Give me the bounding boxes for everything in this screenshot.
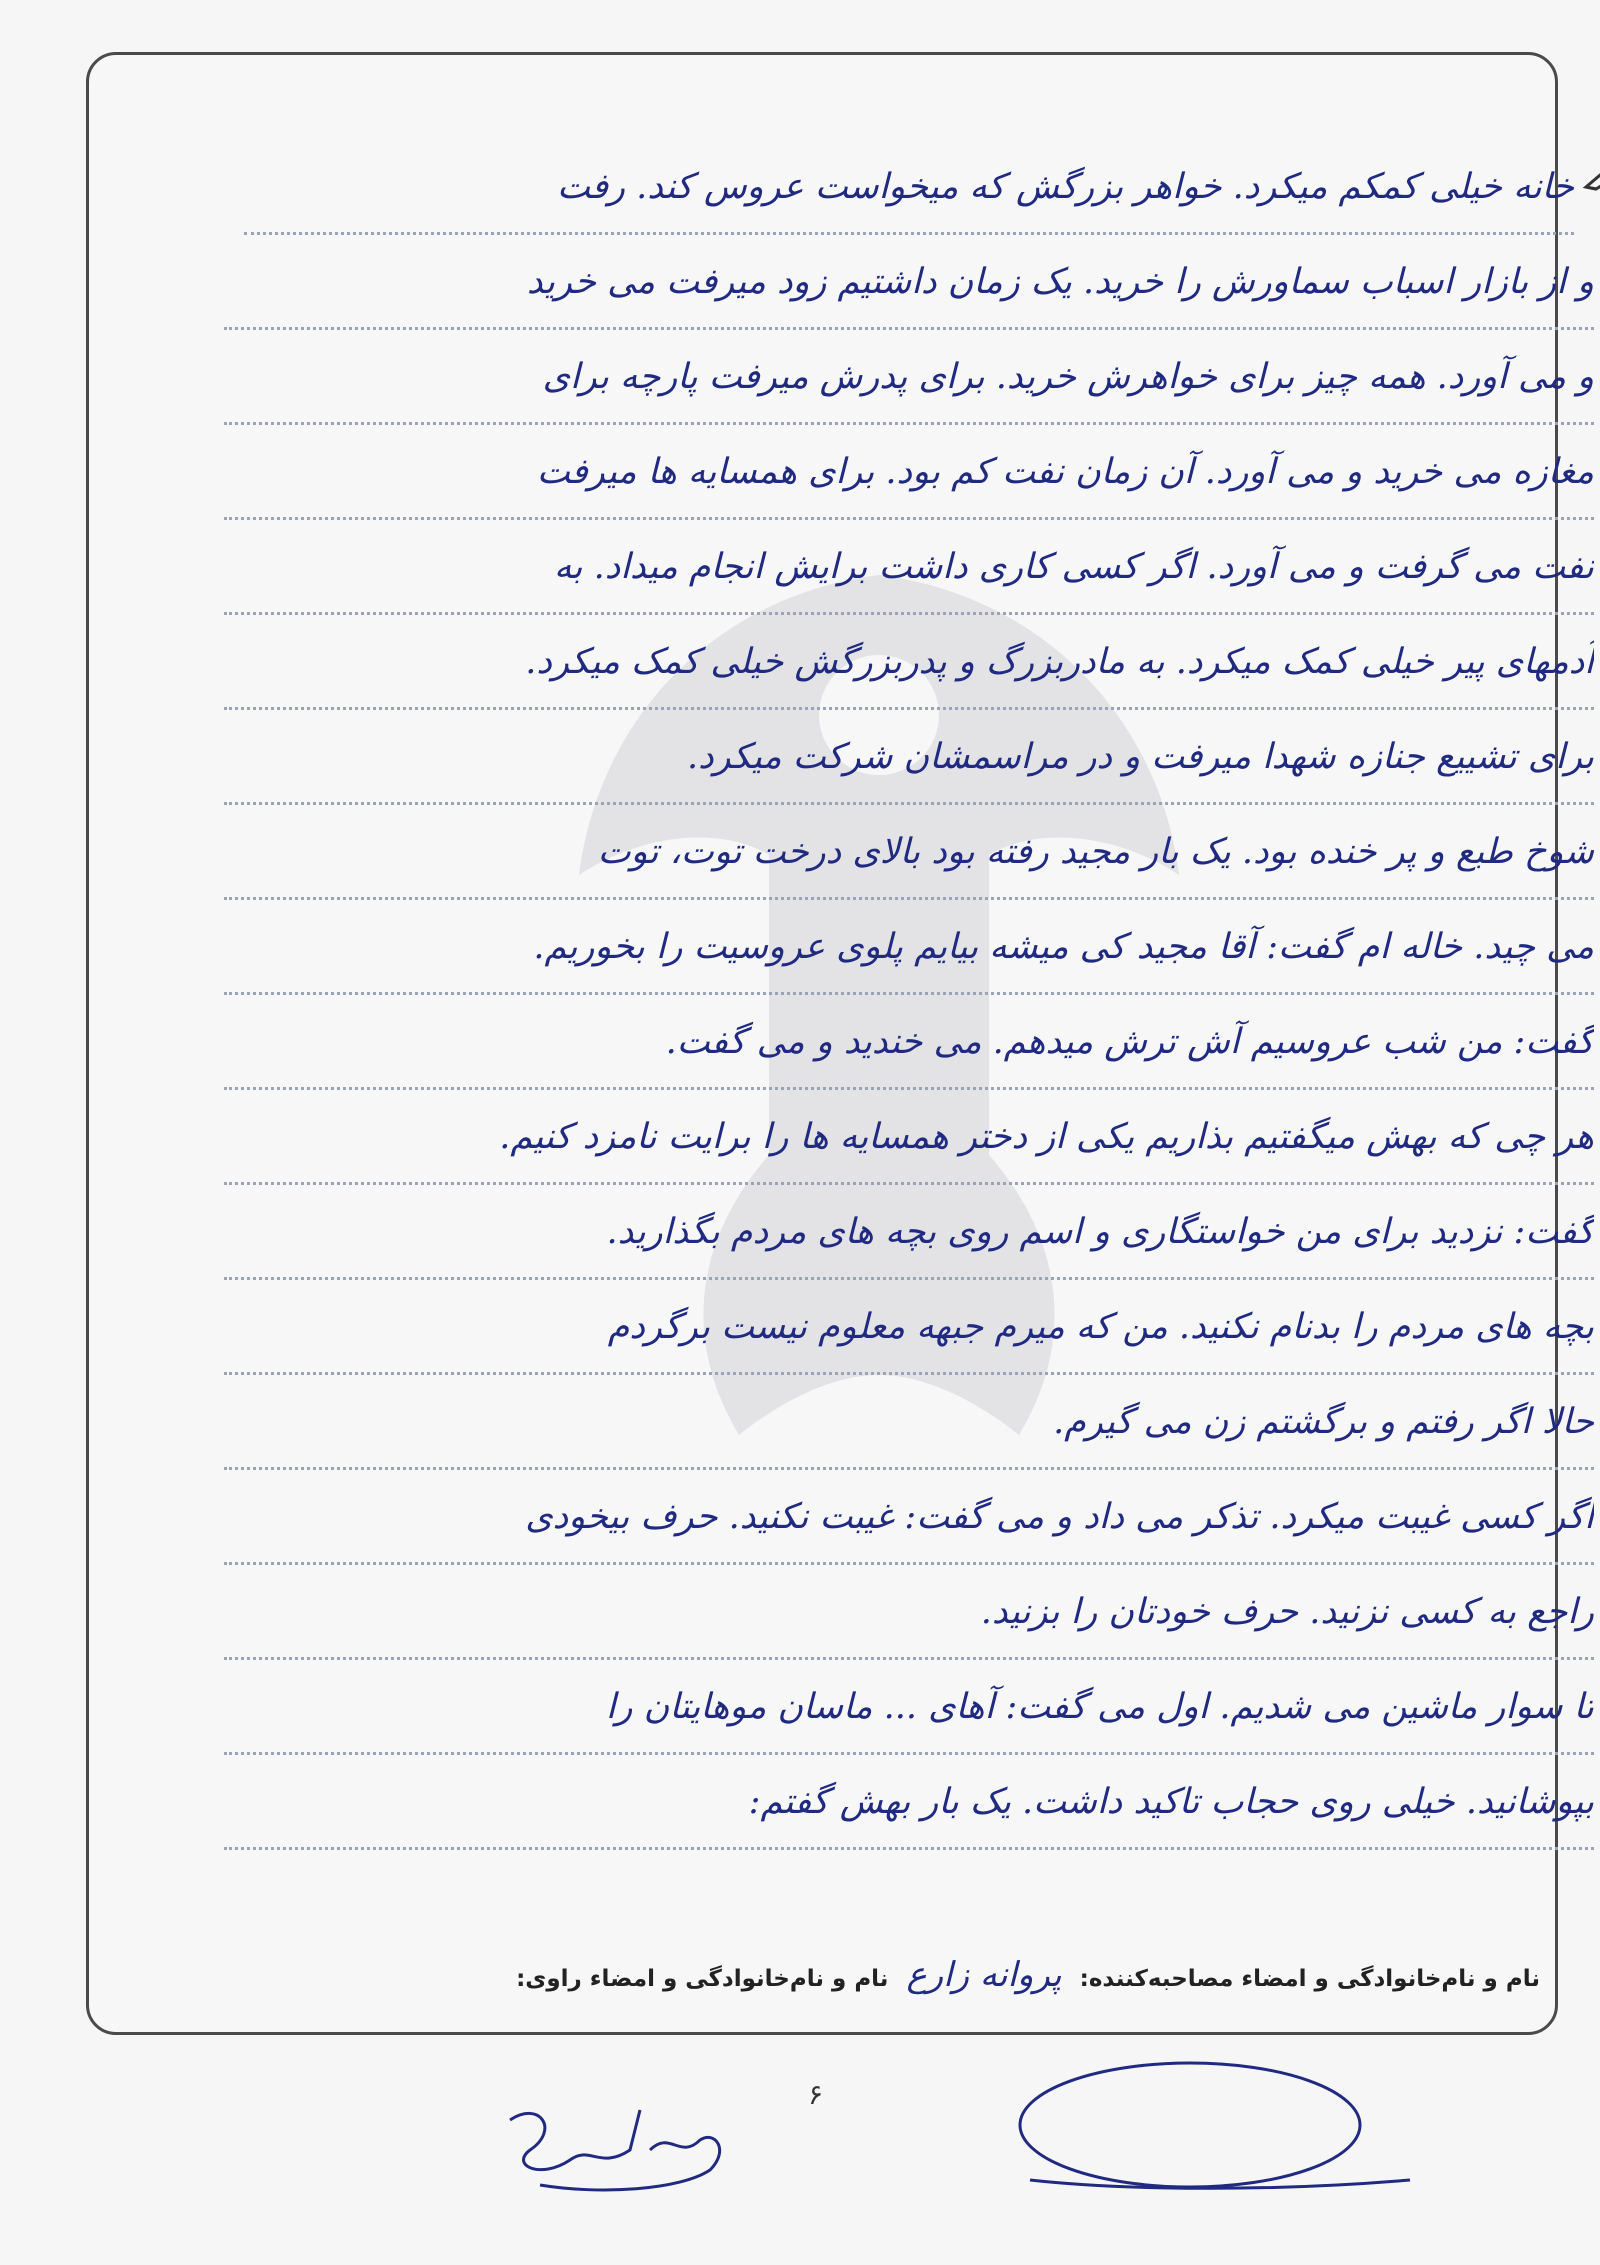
text-line: گفت: من شب عروسیم آش ترش میدهم. می خندید و می گفت.: [224, 1002, 1594, 1090]
narrator-signature: [970, 2050, 1420, 2210]
interviewer-label: نام و نام‌خانوادگی و امضاء مصاحبه‌کننده:: [1079, 1966, 1540, 1992]
text-line: می چید. خاله ام گفت: آقا مجید کی میشه بیایم پلوی عروسیت را بخوریم.: [224, 907, 1594, 995]
page-frame: [86, 52, 1594, 2035]
text-line: شوخ طبع و پر خنده بود. یک بار مجید رفته بود بالای درخت توت، توت: [224, 812, 1594, 900]
interviewer-signature: [480, 2090, 760, 2210]
text-line: مغازه می خرید و می آورد. آن زمان نفت کم بود. برای همسایه ها میرفت: [224, 432, 1594, 520]
pencil-note-icon: [1582, 161, 1600, 191]
interviewer-name: پروانه زارع: [906, 1955, 1062, 1995]
text-line: برای تشییع جنازه شهدا میرفت و در مراسمشان شرکت میکرد.: [224, 717, 1594, 805]
signature-footer: [100, 1955, 1540, 2025]
text-line: گفت: نزدید برای من خواستگاری و اسم روی بچه های مردم بگذارید.: [224, 1192, 1594, 1280]
text-line: بپوشانید. خیلی روی حجاب تاکید داشت. یک بار بهش گفتم:: [224, 1762, 1594, 1850]
text-line: خانه خیلی کمکم میکرد. خواهر بزرگش که میخواست عروس کند. رفت: [244, 147, 1574, 235]
text-line: هر چی که بهش میگفتیم بذاریم یکی از دختر همسایه ها را برایت نامزد کنیم.: [224, 1097, 1594, 1185]
text-line: حالا اگر رفتم و برگشتم زن می گیرم.: [224, 1382, 1594, 1470]
text-line: راجع به کسی نزنید. حرف خودتان را بزنید.: [224, 1572, 1594, 1660]
text-line: آدمهای پیر خیلی کمک میکرد. به مادربزرگ و پدربزرگش خیلی کمک میکرد.: [224, 622, 1594, 710]
text-line: بچه های مردم را بدنام نکنید. من که میرم جبهه معلوم نیست برگردم: [224, 1287, 1594, 1375]
text-line: تا سوار ماشین می شدیم. اول می گفت: آهای ... ماسان موهایتان را: [224, 1667, 1594, 1755]
text-line: نفت می گرفت و می آورد. اگر کسی کاری داشت برایش انجام میداد. به: [224, 527, 1594, 615]
page-number: ۶: [808, 2078, 824, 2111]
narrator-label: نام و نام‌خانوادگی و امضاء راوی:: [516, 1966, 889, 1992]
text-line: و از بازار اسباب سماورش را خرید. یک زمان داشتیم زود میرفت می خرید: [224, 242, 1594, 330]
text-line: اگر کسی غیبت میکرد. تذکر می داد و می گفت: غیبت نکنید. حرف بیخودی: [224, 1477, 1594, 1565]
text-line: و می آورد. همه چیز برای خواهرش خرید. برای پدرش میرفت پارچه برای: [224, 337, 1594, 425]
handwritten-text-block: [189, 147, 1600, 2027]
